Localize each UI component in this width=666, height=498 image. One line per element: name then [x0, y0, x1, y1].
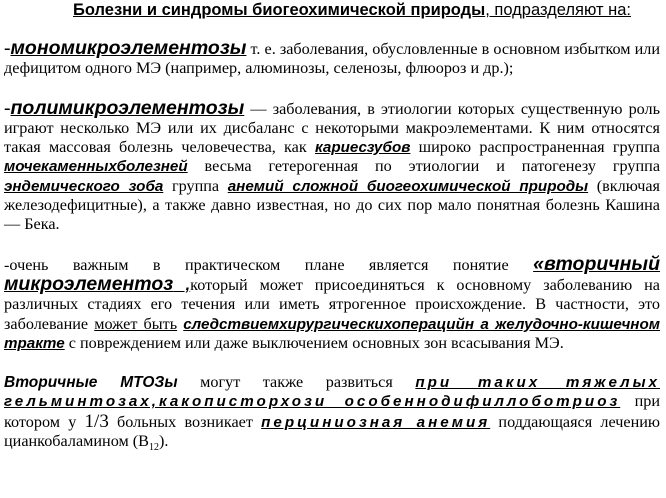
paragraph-text: поддающаяся лечению цианкобаламином (В: [4, 412, 661, 451]
highlight-caries: кариесзубов: [314, 139, 411, 157]
highlight-anemia: перциниозная анемия: [261, 413, 491, 431]
document-title: [44, 0, 660, 20]
term-mono: мономикроэлементозы: [10, 37, 247, 59]
paragraph-text: (включая железодефицитные), а также давно известная, но до сих пор мало понятная болезнь Кашина — Бека.: [4, 176, 660, 234]
paragraph-text: который может присоединяться к основному заболеванию на различных стадиях его течения или иметь ятрогенное происхождение. В частности, это заболевание: [4, 275, 660, 333]
paragraph-text: могут также развиться: [177, 373, 416, 392]
highlight-anemias: анемий сложной биогеохимической природы: [227, 177, 589, 195]
highlight-gi-tract: н а желудочно-кишечном тракте: [4, 315, 660, 352]
title-rest: , подразделяют на:: [485, 1, 631, 19]
highlight-goiter: эндемического зоба: [4, 177, 164, 195]
highlight-urolithiasis: мочекаменныхболезней: [4, 158, 188, 176]
paragraph-text: -очень важным в практическом плане является понятие: [4, 255, 534, 274]
highlight-helminthoses: при таких тяжелых гельминтозах,какописторхози особеннодифиллоботриоз: [4, 374, 660, 411]
dash: -: [4, 38, 11, 59]
paragraph-text: т. е. заболевания, обусловленные в основном избытком или дефицитом одного МЭ (например, алюминозы, селенозы, флюороз и др.);: [4, 40, 660, 78]
paragraph-text: с повреждением или даже выключением основных зон всасывания МЭ.: [64, 333, 564, 352]
paragraph-text: весьма гетерогенная по этиологии и патогенезу группа: [187, 157, 660, 176]
fraction-one-third: 1/3: [84, 410, 109, 432]
underlined-text: может быть: [94, 314, 178, 333]
term-poly: полимикроэлементозы: [10, 96, 245, 119]
highlight-surgery: следствиемхирургическихопераций: [183, 315, 465, 333]
paragraph-text: группа: [163, 176, 228, 195]
paragraph-polymicroelementoses: [4, 96, 660, 235]
secondary-mtoz-label: Вторичные МТОЗы: [4, 374, 178, 392]
paragraph-text: ).: [158, 432, 169, 451]
paragraph-text: — заболевания, в этиологии которых существенную роль играют несколько МЭ или их дисбаланс с некоторыми макроэлементами. К ним относятся такая массовая болезнь человечества, как: [4, 99, 660, 157]
paragraph-text: больных возникает: [108, 412, 262, 431]
paragraph-secondary: [4, 252, 660, 353]
subscript: 12: [148, 442, 159, 454]
term-secondary-comma: ,: [173, 275, 191, 294]
paragraph-text: широко распространенная группа: [410, 138, 660, 157]
dash: -: [4, 97, 11, 119]
paragraph-secondary-mtoz: [4, 373, 660, 457]
paragraph-text: при котором у: [4, 392, 661, 431]
paragraph-monomicroelementoses: [4, 39, 660, 79]
term-secondary: «вторичный микроэлементоз: [4, 252, 660, 295]
title-bold: Болезни и синдромы биогеохимической природы: [73, 1, 486, 19]
